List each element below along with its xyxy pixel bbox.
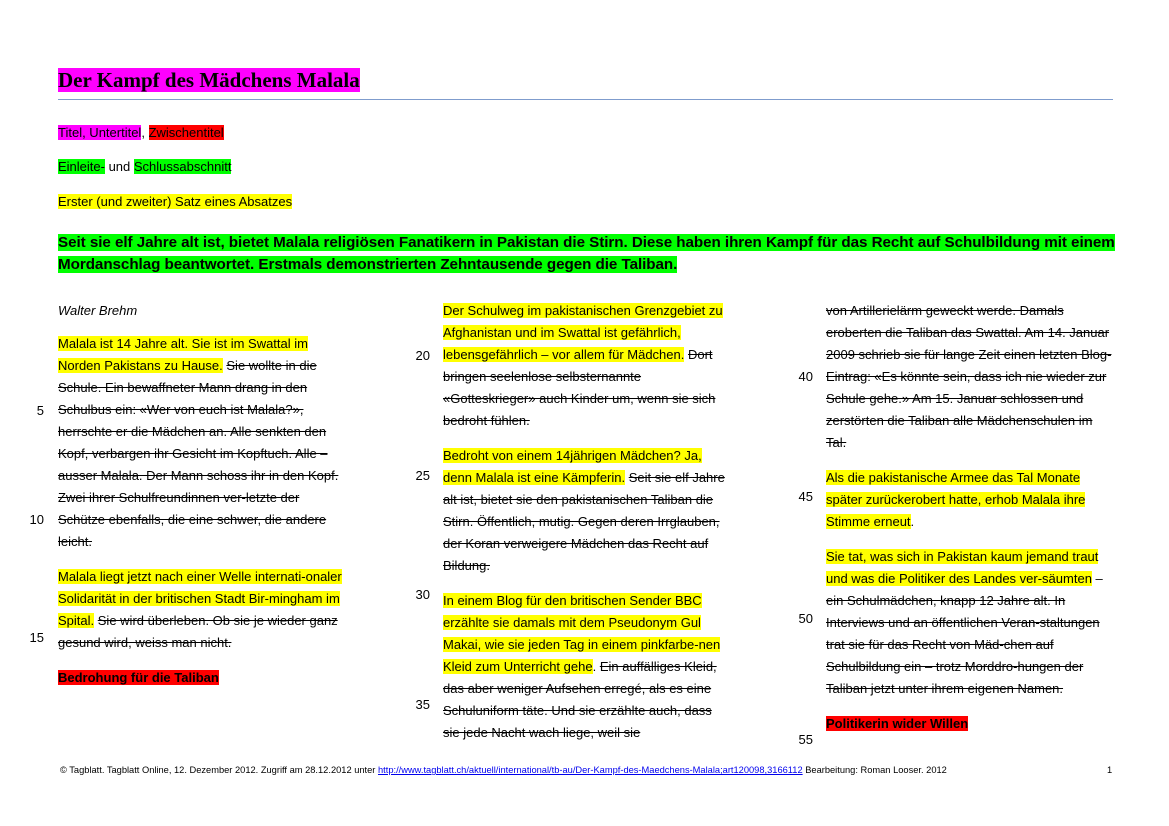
- first-sentence: Der Schulweg im pakistanischen Grenzgebiet zu Afghanistan und im Swattal ist gefährlich, lebensgefährlich – vor allem für Mädchen.: [443, 303, 723, 362]
- first-sentence: Als die pakistanische Armee das Tal Monate später zurückerobert hatte, erhob Malala ihre Stimme erneut: [826, 470, 1086, 529]
- page-title: [58, 68, 360, 92]
- lead-paragraph: [58, 232, 1118, 276]
- footer-editor: Bearbeitung: Roman Looser. 2012: [802, 765, 947, 775]
- paragraph: [826, 546, 1114, 700]
- line-number: 45: [798, 489, 813, 504]
- line-number: 10: [29, 512, 44, 527]
- legend-line-first-sentence: [58, 193, 292, 211]
- first-sentence: Sie tat, was sich in Pakistan kaum jemand traut und was die Politiker des Landes ver-säumten: [826, 549, 1099, 586]
- line-number: 35: [415, 697, 430, 712]
- line-number: 30: [415, 587, 430, 602]
- paragraph-rest: Sie wollte in die Schule. Ein bewaffneter Mann drang in den Schulbus ein: «Wer von euch ist Malala?», herrschte er die Mädchen an. Alle senkten den Kopf, verbargen ihr Gesicht im Kopftuch. Alle – ausser Malala. Der Mann schoss ihr in den Kopf. Zwei ihrer Schulfreundinnen ver-letzte der Schütze ebenfalls, die eine schwer, die andere leicht.: [58, 358, 339, 549]
- line-number: 40: [798, 369, 813, 384]
- column-1: [58, 300, 348, 702]
- legend-and: und: [104, 159, 134, 174]
- subheading-text: Politikerin wider Willen: [826, 716, 969, 731]
- paragraph: [443, 445, 728, 577]
- column-3: [826, 300, 1114, 748]
- legend-titles: Titel, Untertitel: [58, 125, 142, 140]
- line-number: 15: [29, 630, 44, 645]
- line-number: 20: [415, 348, 430, 363]
- footer-source: © Tagblatt. Tagblatt Online, 12. Dezember 2012. Zugriff am 28.12.2012 unter: [60, 765, 378, 775]
- first-sentence: Malala liegt jetzt nach einer Welle internati-onaler Solidarität in der britischen Stadt Bir-mingham im Spital.: [58, 569, 342, 628]
- legend-intro: Einleite-: [58, 159, 105, 174]
- paragraph-rest: Dort bringen seelenlose selbsternannte «Gotteskrieger» auch Kinder um, wenn sie sich bedroht fühlen.: [443, 347, 716, 428]
- author: Walter Brehm: [58, 303, 138, 318]
- paragraph: [443, 300, 728, 432]
- page-number: 1: [1107, 765, 1113, 775]
- paragraph-rest: Seit sie elf Jahre alt ist, bietet sie den pakistanischen Taliban die Stirn. Öffentlich, mutig. Gegen deren Irrglauben, der Koran verweigere Mädchen das Recht auf Bildung.: [443, 470, 725, 573]
- title-text: Der Kampf des Mädchens Malala: [58, 68, 360, 92]
- paragraph-rest: ein Schulmädchen, knapp 12 Jahre alt. In Interviews und an öffentlichen Veran-staltungen trat sie für das Recht von Mäd-chen auf Schulbildung ein – trotz Morddro-hungen der Taliban jetzt unter ihrem eigenen Namen.: [826, 593, 1100, 696]
- legend-sep: ,: [141, 125, 149, 140]
- legend-first-sentence: Erster (und zweiter) Satz eines Absatzes: [58, 194, 293, 209]
- legend-line-intro: [58, 158, 231, 176]
- subheading: [826, 713, 1114, 735]
- lead-text: Seit sie elf Jahre alt ist, bietet Malala religiösen Fanatikern in Pakistan die Stirn. Diese haben ihren Kampf für das Recht auf Schulbildung mit einem Mordanschlag beantwortet. Erstmals demonstrierten Zehntausende gegen die Taliban.: [58, 234, 1115, 273]
- period: .: [910, 514, 915, 529]
- subheading-text: Bedrohung für die Taliban: [58, 670, 219, 685]
- dash: –: [1091, 571, 1103, 586]
- legend-line-titles: [58, 124, 224, 142]
- line-number: 5: [36, 403, 44, 418]
- footer-citation: [60, 764, 947, 776]
- column-2: [443, 300, 728, 757]
- line-number: 55: [798, 732, 813, 747]
- paragraph: [443, 590, 728, 744]
- title-divider: [58, 99, 1113, 100]
- paragraph-rest: Sie wird überleben. Ob sie je wieder ganz gesund wird, weiss man nicht.: [58, 613, 338, 650]
- paragraph: [826, 467, 1114, 533]
- legend-outro: Schlussabschnitt: [133, 159, 232, 174]
- paragraph-rest: von Artillerielärm geweckt werde. Damals eroberten die Taliban das Swattal. Am 14. Januar 2009 schrieb sie für lange Zeit einen letzten Blog-Eintrag: «Es könnte sein, dass ich nie wieder zur Schule gehe.» Am 15. Januar schlossen und zerstörten die Taliban alle Mädchenschulen im Tal.: [826, 303, 1112, 450]
- paragraph: [58, 333, 348, 553]
- first-sentence: In einem Blog für den britischen Sender BBC erzählte sie damals mit dem Pseudonym Gul Makai, wie sie jeden Tag in einem pinkfarbe-nen Kleid zum Unterricht gehe: [443, 593, 721, 674]
- source-link[interactable]: http://www.tagblatt.ch/aktuell/international/tb-au/Der-Kampf-des-Maedchens-Malala;art120098,3166112: [377, 765, 803, 775]
- line-number: 25: [415, 468, 430, 483]
- subheading: [58, 667, 348, 689]
- period: .: [592, 659, 597, 674]
- first-sentence: Bedroht von einem 14jährigen Mädchen? Ja, denn Malala ist eine Kämpferin.: [443, 448, 702, 485]
- paragraph: [826, 300, 1114, 454]
- line-number: 50: [798, 611, 813, 626]
- legend-subtitles: Zwischentitel: [148, 125, 224, 140]
- paragraph-rest: Ein auffälliges Kleid, das aber weniger Aufsehen erregé, als es eine Schuluniform täte. Und sie erzählte auch, dass sie jede Nacht wach liege, weil sie: [443, 659, 717, 740]
- paragraph: [58, 566, 348, 654]
- first-sentence: Malala ist 14 Jahre alt. Sie ist im Swattal im Norden Pakistans zu Hause.: [58, 336, 308, 373]
